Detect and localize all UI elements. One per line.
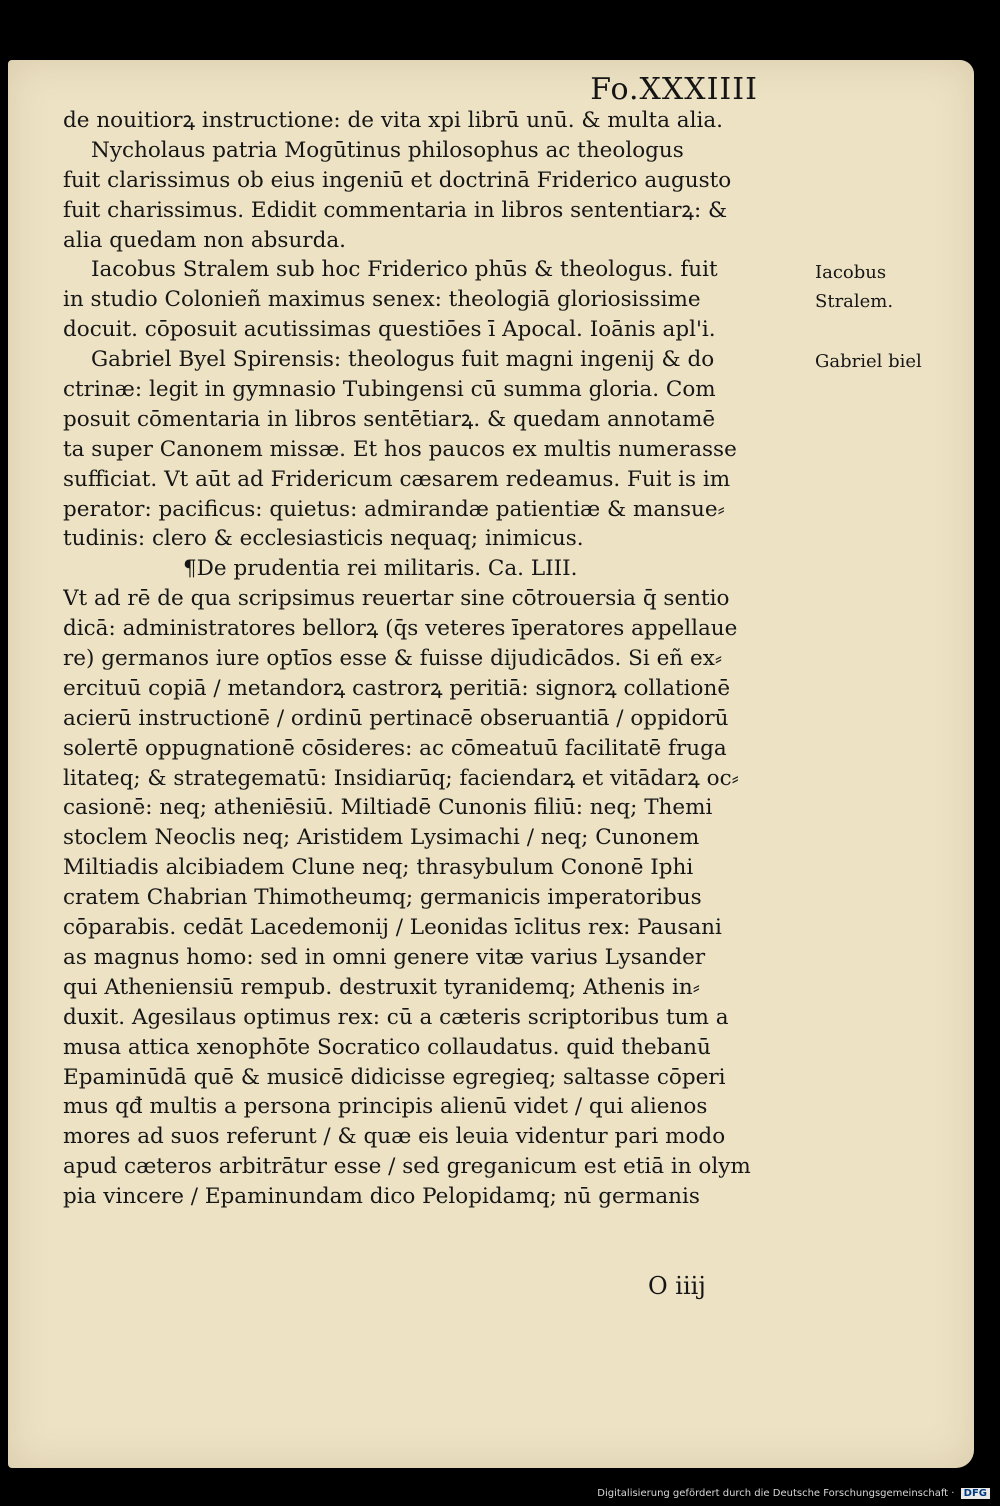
text-line: Vt ad rē de qua scripsimus reuertar sine cōtrouersia q̄ sentio — [63, 586, 730, 612]
text-line: de nouitiorꝝ instructione: de vita xpi librū unū. & multa alia. — [63, 108, 724, 133]
text-line: Miltiadis alcibiadem Clune neq; thrasybulum Cononē Iphi — [63, 855, 694, 881]
text-line: Epaminūdā quē & musicē didicisse egregieq; saltasse cōperi — [63, 1064, 726, 1090]
text-line: cratem Chabrian Thimotheumq; germanicis imperatoribus — [63, 885, 702, 911]
text-line: duxit. Agesilaus optimus rex: cū a cæteris scriptoribus tum a — [63, 1004, 729, 1030]
margin-note: Iacobus — [815, 261, 887, 283]
text-line: in studio Colonieñ maximus senex: theologiā gloriosissime — [63, 287, 701, 313]
folio-number: Fo.XXXIIII — [590, 72, 758, 107]
text-line: dicā: administratores bellorꝝ (q̄s veteres īperatores appellaue — [63, 616, 738, 642]
text-line: tudinis: clero & ecclesiasticis nequaq; inimicus. — [63, 526, 584, 552]
text-line: re) germanos iure optīos esse & fuisse dijudicādos. Si eñ ex⸗ — [63, 646, 722, 672]
text-line: stoclem Neoclis neq; Aristidem Lysimachi / neq; Cunonem — [63, 825, 700, 851]
text-line: ta super Canonem missæ. Et hos paucos ex multis numerasse — [63, 436, 737, 462]
footer-credit: Digitalisierung gefördert durch die Deutsche Forschungsgemeinschaft · DFG — [0, 1488, 990, 1499]
text-line: musa attica xenophōte Socratico collaudatus. quid thebanū — [63, 1034, 711, 1060]
text-line: Nycholaus patria Mogūtinus philosophus ac theologus — [91, 137, 684, 163]
margin-note: Gabriel biel — [815, 351, 922, 373]
text-line: Iacobus Stralem sub hoc Friderico phūs & theologus. fuit — [91, 257, 718, 283]
text-line: acierū instructionē / ordinū pertinacē obseruantiā / oppidorū — [63, 705, 729, 731]
text-line: apud cæteros arbitrātur esse / sed greganicum est etiā in olym — [63, 1154, 751, 1180]
text-line: fuit charissimus. Edidit commentaria in libros sententiarꝝ: & — [63, 197, 728, 223]
text-line: alia quedam non absurda. — [63, 227, 346, 253]
text-line: fuit clarissimus ob eius ingeniū et doctrinā Friderico augusto — [63, 167, 732, 193]
text-line: litateq; & strategematū: Insidiarūq; faciendarꝝ et vitādarꝝ oc⸗ — [63, 765, 739, 791]
text-line: pia vincere / Epaminundam dico Pelopidamq; nū germanis — [63, 1184, 700, 1210]
chapter-heading: ¶De prudentia rei militaris. Ca. LIII. — [183, 556, 578, 582]
text-line: docuit. cōposuit acutissimas questiōes ī Apocal. Ioānis apl'i. — [63, 317, 716, 343]
dfg-logo: DFG — [961, 1488, 990, 1499]
text-lines — [63, 106, 763, 1212]
text-line: ercituū copiā / metandorꝝ castrorꝝ peritiā: signorꝝ collationē — [63, 675, 731, 701]
main-text-block — [63, 106, 922, 1212]
text-line: sufficiat. Vt aūt ad Fridericum cæsarem redeamus. Fuit is im — [63, 466, 731, 492]
text-line: casionē: neq; atheniēsiū. Miltiadē Cunonis filiū: neq; Themi — [63, 795, 713, 821]
signature-mark: O iiij — [648, 1272, 706, 1300]
text-line: perator: pacificus: quietus: admirandæ patientiæ & mansue⸗ — [63, 496, 725, 522]
footer-credit-text: Digitalisierung gefördert durch die Deutsche Forschungsgemeinschaft — [597, 1488, 949, 1499]
text-line: mores ad suos referunt / & quæ eis leuia videntur pari modo — [63, 1124, 726, 1150]
text-line: solertē oppugnationē cōsideres: ac cōmeatuū facilitatē fruga — [63, 735, 727, 761]
text-line: qui Atheniensiū rempub. destruxit tyranidemq; Athenis in⸗ — [63, 974, 700, 1000]
text-line: posuit cōmentaria in libros sentētiarꝝ. & quedam annotamē — [63, 406, 716, 432]
text-line: Gabriel Byel Spirensis: theologus fuit magni ingenij & do — [91, 347, 715, 373]
text-line: as magnus homo: sed in omni genere vitæ varius Lysander — [63, 944, 706, 970]
margin-note: Stralem. — [815, 291, 894, 313]
text-line: mus qđ multis a persona principis alienū videt / qui alienos — [63, 1094, 708, 1120]
text-line: ctrinæ: legit in gymnasio Tubingensi cū summa gloria. Com — [63, 377, 716, 403]
text-line: cōparabis. cedāt Lacedemonij / Leonidas īclitus rex: Pausani — [63, 915, 722, 941]
